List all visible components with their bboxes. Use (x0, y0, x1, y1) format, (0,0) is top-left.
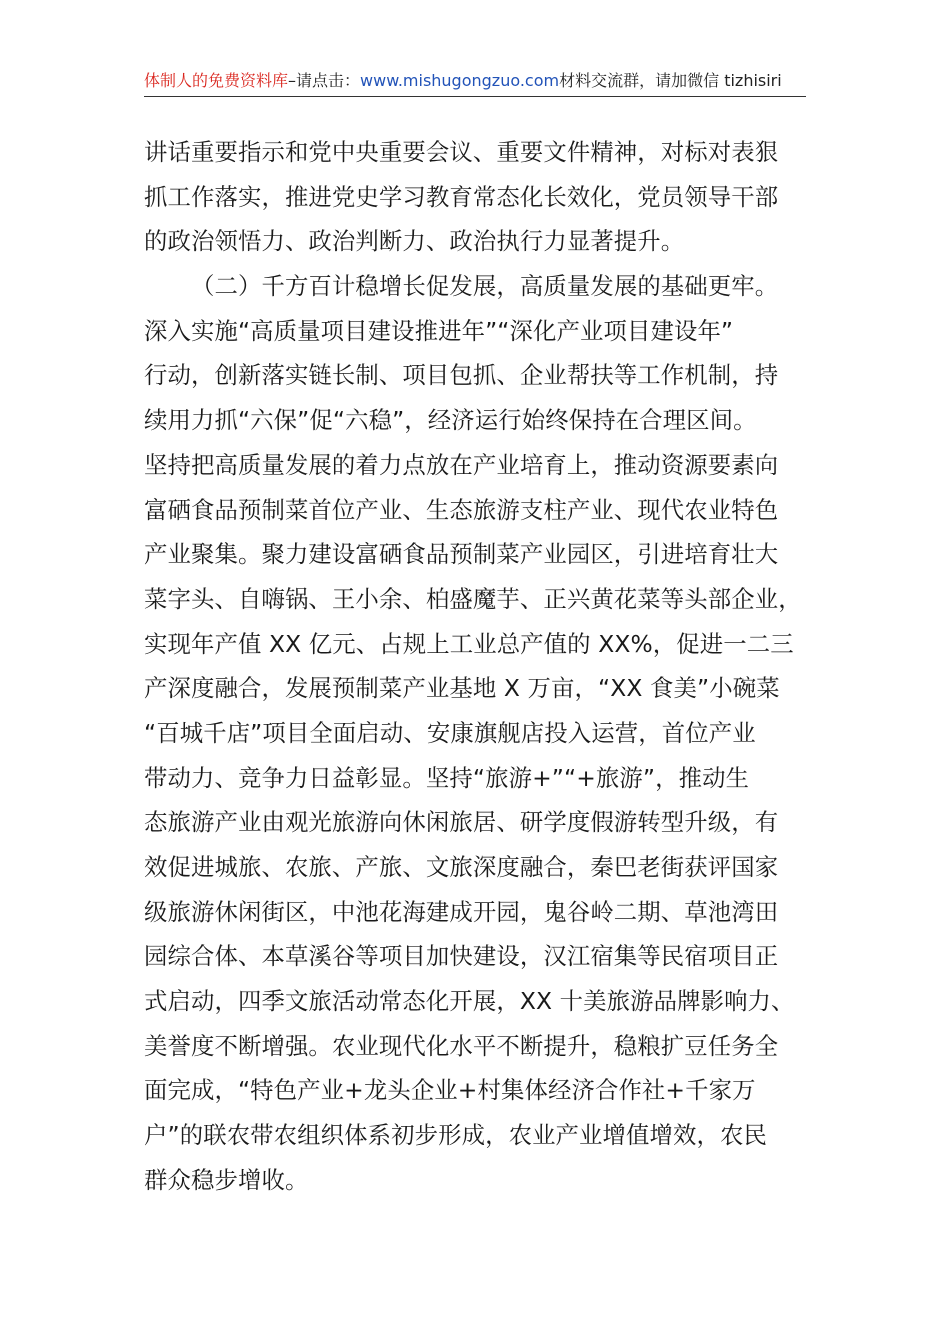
text-line: 续用力抓“六保”促“六稳”，经济运行始终保持在合理区间。 (144, 406, 757, 435)
text-line: 态旅游产业由观光旅游向休闲旅居、研学度假游转型升级，有 (144, 808, 779, 837)
header-website-link[interactable]: www.mishugongzuo.com (360, 71, 560, 90)
section-heading: （二）千方百计稳增长促发展，高质量发展的基础更牢。 (191, 272, 779, 301)
text-line: 带动力、竞争力日益彰显。坚持“旅游+”“+旅游”，推动生 (144, 763, 750, 792)
text-line: 深入实施“高质量项目建设推进年”“深化产业项目建设年” (144, 316, 734, 345)
document-body (144, 130, 816, 1203)
text-line: 户”的联农带农组织体系初步形成，农业产业增值增效，农民 (144, 1121, 767, 1150)
text-line: 面完成，“特色产业+龙头企业+村集体经济合作社+千家万 (144, 1076, 756, 1105)
text-line: 园综合体、本草溪谷等项目加快建设，汉江宿集等民宿项目正 (144, 942, 779, 971)
text-line: 群众稳步增收。 (144, 1165, 309, 1194)
header-divider (144, 96, 806, 97)
text-line: 式启动，四季文旅活动常态化开展，XX 十美旅游品牌影响力、 (144, 987, 795, 1016)
header-click-prompt: –请点击： (288, 71, 361, 90)
text-line: 的政治领悟力、政治判断力、政治执行力显著提升。 (144, 227, 685, 256)
header-contact-note: 材料交流群，请加微信 tizhisiri (559, 71, 782, 90)
header-brand: 体制人的免费资料库 (144, 71, 289, 90)
text-line: 实现年产值 XX 亿元、占规上工业总产值的 XX%，促进一二三 (144, 629, 794, 658)
text-line: 产业聚集。聚力建设富硒食品预制菜产业园区，引进培育壮大 (144, 540, 779, 569)
text-line: 美誉度不断增强。农业现代化水平不断提升，稳粮扩豆任务全 (144, 1031, 779, 1060)
text-line: 菜字头、自嗨锅、王小余、柏盛魔芋、正兴黄花菜等头部企业， (144, 584, 802, 613)
text-line: 讲话重要指示和党中央重要会议、重要文件精神，对标对表狠 (144, 138, 779, 166)
page-header (144, 68, 806, 94)
text-line: 行动，创新落实链长制、项目包抓、企业帮扶等工作机制，持 (144, 361, 779, 390)
text-line: 坚持把高质量发展的着力点放在产业培育上，推动资源要素向 (144, 450, 779, 479)
text-line: 效促进城旅、农旅、产旅、文旅深度融合，秦巴老街获评国家 (144, 853, 779, 881)
text-line: “百城千店”项目全面启动、安康旗舰店投入运营，首位产业 (144, 718, 756, 747)
text-line: 抓工作落实，推进党史学习教育常态化长效化，党员领导干部 (144, 182, 779, 211)
text-line: 级旅游休闲街区，中池花海建成开园，鬼谷岭二期、草池湾田 (144, 897, 779, 926)
text-line: 富硒食品预制菜首位产业、生态旅游支柱产业、现代农业特色 (144, 495, 779, 524)
text-line: 产深度融合，发展预制菜产业基地 X 万亩，“XX 食美”小碗菜 (144, 674, 780, 703)
